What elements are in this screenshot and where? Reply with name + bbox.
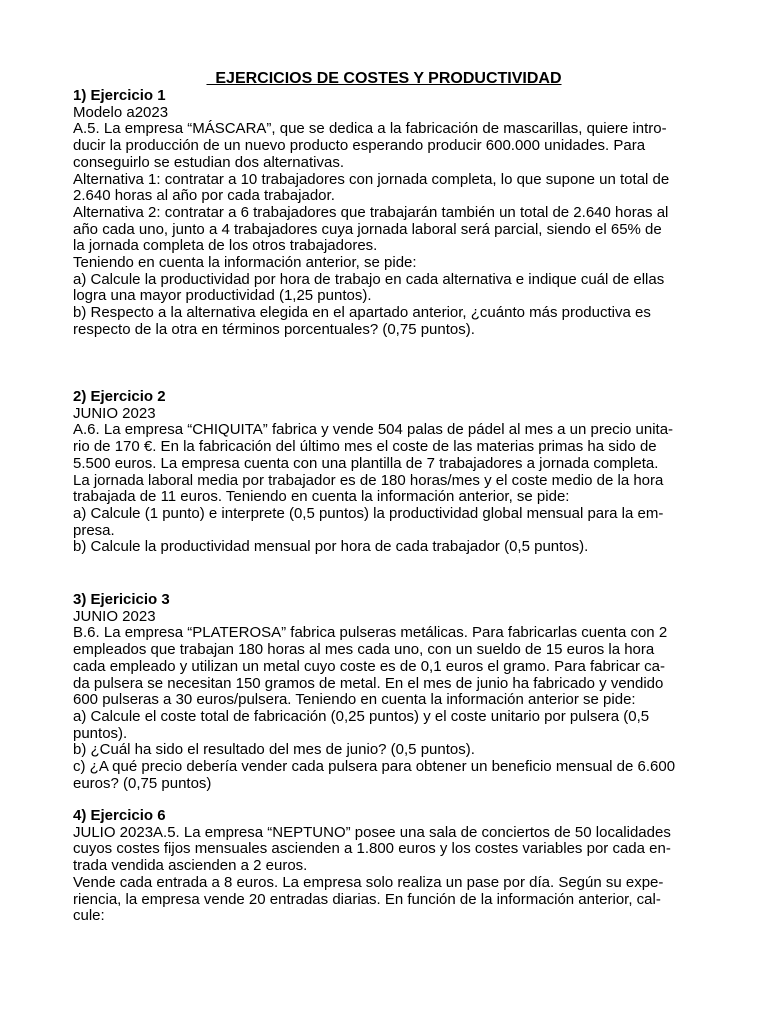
text-line: cule:: [73, 907, 105, 925]
text-line: respecto de la otra en términos porcentuales? (0,75 puntos).: [73, 320, 475, 338]
text-line: rio de 170 €. En la fabricación del último mes el coste de las materias primas ha sido de: [73, 438, 657, 456]
exercise-heading: 3) Ejericicio 3: [73, 591, 170, 608]
text-line: presa.: [73, 521, 115, 539]
text-line: da pulsera se necesitan 150 gramos de metal. En el mes de junio ha fabricado y vendido: [73, 674, 664, 692]
text-line: Vende cada entrada a 8 euros. La empresa solo realiza un pase por día. Según su expe-: [73, 873, 664, 891]
text-line: conseguirlo se estudian dos alternativas.: [73, 153, 344, 171]
text-line: JUNIO 2023: [73, 404, 156, 422]
text-line: La jornada laboral media por trabajador es de 180 horas/mes y el coste medio de la hora: [73, 471, 664, 489]
text-line: la jornada completa de los otros trabajadores.: [73, 237, 378, 255]
text-line: Modelo a2023: [73, 103, 169, 121]
text-line: cuyos costes fijos mensuales ascienden a 1.800 euros y los costes variables por cada en-: [73, 840, 671, 858]
text-line: trabajada de 11 euros. Teniendo en cuenta la información anterior, se pide:: [73, 488, 570, 506]
text-line: a) Calcule la productividad por hora de trabajo en cada alternativa e indique cuál de ellas: [73, 270, 665, 288]
document-title: EJERCICIOS DE COSTES Y PRODUCTIVIDAD: [206, 70, 562, 87]
text-line: año cada uno, junto a 4 trabajadores cuya jornada laboral será parcial, siendo el 65% de: [73, 220, 662, 238]
text-line: b) Calcule la productividad mensual por hora de cada trabajador (0,5 puntos).: [73, 538, 589, 556]
text-line: cada empleado y utilizan un metal cuyo coste es de 0,1 euros el gramo. Para fabricar ca-: [73, 657, 665, 675]
text-line: Alternativa 1: contratar a 10 trabajadores con jornada completa, lo que supone un total de: [73, 170, 670, 188]
exercise-section: [73, 592, 697, 792]
text-line: riencia, la empresa vende 20 entradas diarias. En función de la información anterior, cal-: [73, 890, 661, 908]
text-line: empleados que trabajan 180 horas al mes cada uno, con un sueldo de 15 euros la hora: [73, 641, 655, 659]
text-line: ducir la producción de un nuevo producto esperando producir 600.000 unidades. Para: [73, 137, 646, 155]
text-line: trada vendida ascienden a 2 euros.: [73, 857, 308, 875]
text-line: puntos).: [73, 724, 128, 742]
text-line: A.6. La empresa “CHIQUITA” fabrica y vende 504 palas de pádel al mes a un precio unita-: [73, 421, 674, 439]
exercise-section: [73, 389, 697, 556]
exercise-heading: 4) Ejercicio 6: [73, 807, 166, 824]
text-line: logra una mayor productividad (1,25 puntos).: [73, 287, 372, 305]
text-line: c) ¿A qué precio debería vender cada pulsera para obtener un beneficio mensual de 6.600: [73, 758, 676, 776]
exercise-heading: 1) Ejercicio 1: [73, 87, 166, 104]
text-line: 2.640 horas al año por cada trabajador.: [73, 187, 335, 205]
text-line: JULIO 2023A.5. La empresa “NEPTUNO” posee una sala de conciertos de 50 localidades: [73, 823, 671, 841]
text-line: a) Calcule (1 punto) e interprete (0,5 puntos) la productividad global mensual para la em-: [73, 504, 664, 522]
text-line: 600 pulseras a 30 euros/pulsera. Teniendo en cuenta la información anterior se pide:: [73, 691, 636, 709]
text-line: euros? (0,75 puntos): [73, 774, 212, 792]
text-line: JUNIO 2023: [73, 607, 156, 625]
exercise-section: [73, 88, 697, 339]
text-line: Alternativa 2: contratar a 6 trabajadores que trabajarán también un total de 2.640 horas al: [73, 203, 669, 221]
text-line: A.5. La empresa “MÁSCARA”, que se dedica a la fabricación de mascarillas, quiere intro-: [73, 120, 667, 138]
text-line: b) Respecto a la alternativa elegida en el apartado anterior, ¿cuánto más productiva es: [73, 304, 651, 322]
exercise-heading: 2) Ejercicio 2: [73, 388, 166, 405]
text-line: Teniendo en cuenta la información anterior, se pide:: [73, 254, 417, 272]
text-line: a) Calcule el coste total de fabricación (0,25 puntos) y el coste unitario por pulsera (0,5: [73, 707, 650, 725]
text-line: 5.500 euros. La empresa cuenta con una plantilla de 7 trabajadores a jornada completa.: [73, 454, 659, 472]
exercise-section: [73, 808, 697, 925]
text-line: b) ¿Cuál ha sido el resultado del mes de junio? (0,5 puntos).: [73, 741, 475, 759]
text-line: B.6. La empresa “PLATEROSA” fabrica pulseras metálicas. Para fabricarlas cuenta con 2: [73, 624, 668, 642]
